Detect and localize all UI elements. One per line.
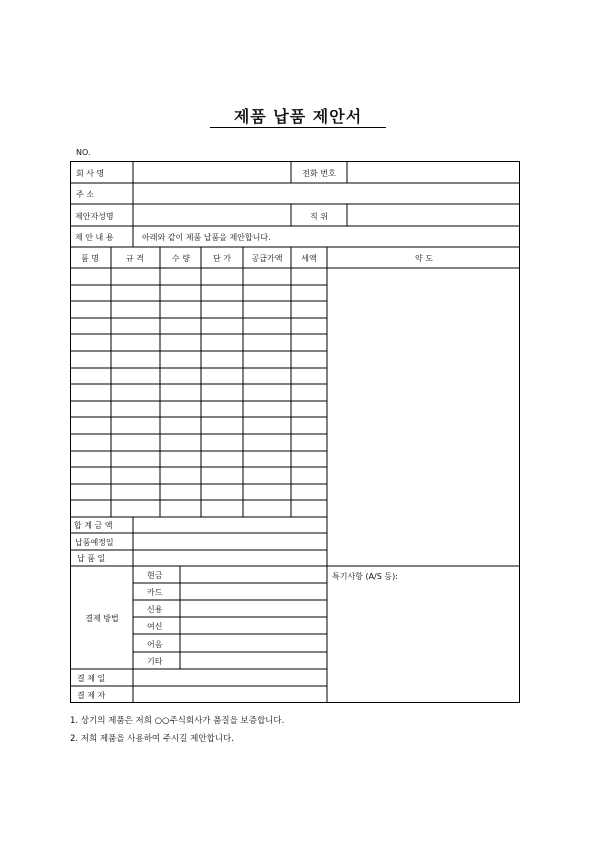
payment-method-label: 결제 방법 xyxy=(85,614,119,623)
proposer-name-label: 제안자성명 xyxy=(75,212,114,221)
payment-credit-field[interactable] xyxy=(180,600,327,617)
proposal-content-text: 아래와 같이 제품 납품을 제안합니다. xyxy=(142,233,271,242)
column-header-item-name: 품 명 xyxy=(81,254,99,263)
column-header-tax: 세액 xyxy=(301,254,317,263)
payment-method-credit: 신용 xyxy=(147,605,163,614)
planned-delivery-date-field[interactable] xyxy=(133,533,327,550)
sketch-label: 약 도 xyxy=(415,254,433,263)
payer-field[interactable] xyxy=(133,686,327,703)
proposer-name-field[interactable] xyxy=(133,204,291,226)
item-row-lines xyxy=(70,285,327,517)
payment-cash-field[interactable] xyxy=(180,566,327,583)
proposal-form-table xyxy=(70,161,520,711)
planned-delivery-date-label: 납품예정일 xyxy=(75,538,114,547)
note-quality-guarantee: 1. 상기의 제품은 저희 ○○주식회사가 품질을 보증합니다. xyxy=(70,716,285,726)
payment-method-loan: 여신 xyxy=(147,622,163,631)
delivery-date-field[interactable] xyxy=(133,550,327,566)
title-underline xyxy=(210,127,386,128)
remarks-field[interactable] xyxy=(327,566,520,703)
note-recommendation: 2. 저희 제품을 사용하여 주시길 제안합니다. xyxy=(70,734,234,744)
column-header-unit-price: 단 가 xyxy=(213,254,231,263)
payment-bill-field[interactable] xyxy=(180,634,327,652)
company-name-field[interactable] xyxy=(133,161,291,183)
payer-label: 결 제 자 xyxy=(77,691,106,700)
company-name-label: 회 사 명 xyxy=(76,169,105,178)
document-number-label: NO. xyxy=(76,148,91,157)
phone-field[interactable] xyxy=(347,161,520,183)
sketch-area[interactable] xyxy=(327,268,520,566)
payment-method-card: 카드 xyxy=(147,588,163,597)
payment-date-field[interactable] xyxy=(133,669,327,686)
payment-other-field[interactable] xyxy=(180,652,327,669)
payment-date-label: 결 제 일 xyxy=(77,674,106,683)
payment-method-other: 기타 xyxy=(147,657,163,666)
total-amount-field[interactable] xyxy=(133,517,327,533)
payment-method-cash: 현금 xyxy=(147,571,163,580)
payment-method-bill: 어음 xyxy=(147,640,163,649)
payment-loan-field[interactable] xyxy=(180,617,327,634)
proposal-content-label: 제 안 내 용 xyxy=(75,233,114,242)
column-header-spec: 규 격 xyxy=(126,254,144,263)
phone-label: 전화 번호 xyxy=(302,169,336,178)
address-field[interactable] xyxy=(133,183,520,204)
delivery-date-label: 납 품 일 xyxy=(77,554,106,563)
address-label: 주 소 xyxy=(76,190,94,199)
payment-card-field[interactable] xyxy=(180,583,327,600)
position-label: 직 위 xyxy=(310,212,328,221)
document-title: 제품 납품 제안서 xyxy=(233,107,363,126)
position-field[interactable] xyxy=(347,204,520,226)
column-header-supply-amount: 공급가액 xyxy=(251,254,283,263)
total-amount-label: 합 계 금 액 xyxy=(74,521,113,530)
column-header-quantity: 수 량 xyxy=(172,254,190,263)
